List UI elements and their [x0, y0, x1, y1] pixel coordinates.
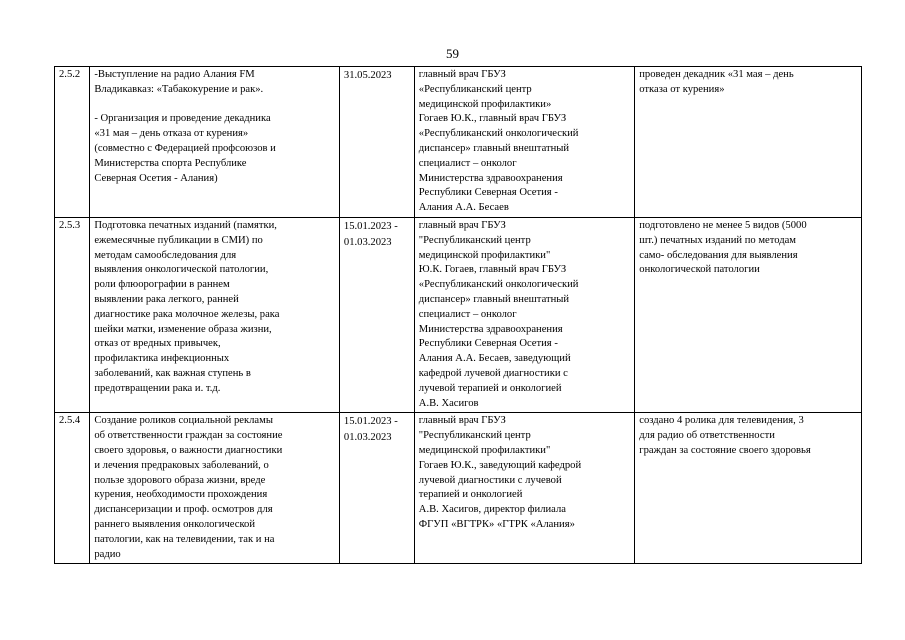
- responsible-text-line: специалист – онколог: [418, 157, 517, 169]
- responsible-text-line: лучевой терапией и онкологией: [418, 382, 562, 394]
- responsible-text-line: специалист – онколог: [418, 308, 517, 320]
- table-row: [55, 67, 862, 218]
- activity-text-line: предотвращении рака и. т.д.: [94, 382, 221, 394]
- activity-text-line: «31 мая – день отказа от курения»: [94, 128, 249, 140]
- activity-text-line: ежемесячные публикации в СМИ) по: [94, 234, 263, 246]
- result-text-line: подготовлено не менее 5 видов (5000: [639, 219, 807, 231]
- responsible-text-line: диспансер» главный внештатный: [418, 293, 570, 305]
- date-cell: [339, 67, 414, 218]
- result-text-line: для радио об ответственности: [639, 430, 775, 442]
- responsible-text-line: главный врач ГБУЗ: [418, 219, 506, 231]
- responsible-text-line: «Республиканский онкологический: [418, 128, 579, 140]
- responsible-text-line: терапией и онкологией: [418, 489, 523, 501]
- responsible-text-line: Гогаев Ю.К., главный врач ГБУЗ: [418, 113, 567, 125]
- responsible-text-line: А.В. Хасигов, директор филиала: [418, 504, 566, 516]
- activity-text-line: профилактика инфекционных: [94, 353, 230, 365]
- activity-text-line: выявления онкологической патологии,: [94, 264, 269, 276]
- activity-text-line: выявлении рака легкого, ранней: [94, 293, 239, 305]
- activity-text-line: Министерства спорта Республике: [94, 157, 247, 169]
- activity-text-line: - Организация и проведение декадника: [94, 113, 271, 125]
- responsible-cell: [414, 413, 634, 564]
- date-cell: [339, 413, 414, 564]
- responsible-text-line: Гогаев Ю.К., заведующий кафедрой: [418, 459, 582, 471]
- activity-text-line: Северная Осетия - Алания): [94, 172, 218, 184]
- activity-cell: [90, 413, 340, 564]
- responsible-text-line: диспансер» главный внештатный: [418, 142, 570, 154]
- activity-text-line: диагностике рака молочное железы, рака: [94, 308, 280, 320]
- responsible-text-line: медицинской профилактики»: [418, 98, 552, 110]
- responsible-text-line: главный врач ГБУЗ: [418, 415, 506, 427]
- table-row: [55, 217, 862, 412]
- row-number: 2.5.4: [59, 415, 81, 427]
- activity-text-line: роли флюорографии в раннем: [94, 279, 230, 291]
- responsible-text-line: А.В. Хасигов: [418, 397, 479, 409]
- date-text-line: 15.01.2023 -: [343, 220, 398, 232]
- row-number: 2.5.3: [59, 219, 81, 231]
- responsible-text-line: медицинской профилактики": [418, 249, 551, 261]
- result-text-line: шт.) печатных изданий по методам: [639, 234, 797, 246]
- activity-text-line: шейки матки, изменение образа жизни,: [94, 323, 272, 335]
- activity-cell: [90, 67, 340, 218]
- activity-text-line: своего здоровья, о важности диагностики: [94, 444, 283, 456]
- table-row: [55, 413, 862, 564]
- date-text-line: 01.03.2023: [343, 236, 392, 248]
- responsible-text-line: "Республиканский центр: [418, 234, 531, 246]
- responsible-text-line: медицинской профилактики": [418, 444, 551, 456]
- responsible-text-line: лучевой диагностики с лучевой: [418, 474, 562, 486]
- responsible-text-line: Республики Северная Осетия -: [418, 338, 558, 350]
- activity-text-line: диспансеризации и проф. осмотров для: [94, 504, 273, 516]
- activity-text-line: пользе здорового образа жизни, вреде: [94, 474, 266, 486]
- result-cell: [635, 217, 862, 412]
- responsible-cell: [414, 67, 634, 218]
- paragraph-gap: [94, 98, 336, 113]
- responsible-text-line: Республики Северная Осетия -: [418, 187, 558, 199]
- responsible-text-line: Алания А.А. Бесаев, заведующий: [418, 353, 571, 365]
- row-number-cell: [55, 217, 90, 412]
- activity-text-line: патологии, как на телевидении, так и на: [94, 533, 275, 545]
- activity-text-line: заболеваний, как важная ступень в: [94, 367, 251, 379]
- responsible-text-line: Алания А.А. Бесаев: [418, 202, 509, 214]
- activity-text-line: методам самообследования для: [94, 249, 237, 261]
- activity-text-line: раннего выявления онкологической: [94, 518, 256, 530]
- responsible-text-line: Министерства здравоохранения: [418, 172, 563, 184]
- date-cell: [339, 217, 414, 412]
- activity-text-line: (совместно с Федерацией профсоюзов и: [94, 142, 276, 154]
- result-text-line: создано 4 ролика для телевидения, 3: [639, 415, 804, 427]
- result-text-line: онкологической патологии: [639, 264, 760, 276]
- responsible-text-line: Ю.К. Гогаев, главный врач ГБУЗ: [418, 264, 567, 276]
- responsible-text-line: «Республиканский онкологический: [418, 279, 579, 291]
- responsible-text-line: кафедрой лучевой диагностики с: [418, 367, 568, 379]
- row-number-cell: [55, 413, 90, 564]
- result-text-line: отказа от курения»: [639, 83, 725, 95]
- result-cell: [635, 67, 862, 218]
- result-text-line: граждан за состояние своего здоровья: [639, 444, 811, 456]
- responsible-text-line: "Республиканский центр: [418, 430, 531, 442]
- responsible-text-line: ФГУП «ВГТРК» «ГТРК «Алания»: [418, 518, 575, 530]
- activity-text-line: Владикавказ: «Табакокурение и рак».: [94, 83, 264, 95]
- activity-text-line: -Выступление на радио Алания FM: [94, 69, 255, 80]
- result-cell: [635, 413, 862, 564]
- page-number: 59: [446, 46, 459, 61]
- activity-text-line: Подготовка печатных изданий (памятки,: [94, 219, 277, 231]
- activity-cell: [90, 217, 340, 412]
- result-text-line: проведен декадник «31 мая – день: [639, 69, 794, 80]
- row-number-cell: [55, 67, 90, 218]
- activity-text-line: Создание роликов социальной рекламы: [94, 415, 273, 427]
- activities-table: [54, 66, 862, 564]
- responsible-text-line: Министерства здравоохранения: [418, 323, 563, 335]
- activity-text-line: отказ от вредных привычек,: [94, 338, 221, 350]
- responsible-text-line: «Республиканский центр: [418, 83, 532, 95]
- activity-text-line: об ответственности граждан за состояние: [94, 430, 283, 442]
- row-number: 2.5.2: [59, 69, 81, 80]
- date-text-line: 31.05.2023: [343, 70, 392, 81]
- date-text-line: 01.03.2023: [343, 432, 392, 444]
- responsible-cell: [414, 217, 634, 412]
- date-text-line: 15.01.2023 -: [343, 416, 398, 428]
- activity-text-line: курения, необходимости прохождения: [94, 489, 268, 501]
- activity-text-line: радио: [94, 548, 121, 560]
- activity-text-line: и лечения предраковых заболеваний, о: [94, 459, 269, 471]
- result-text-line: само- обследования для выявления: [639, 249, 798, 261]
- responsible-text-line: главный врач ГБУЗ: [418, 69, 506, 80]
